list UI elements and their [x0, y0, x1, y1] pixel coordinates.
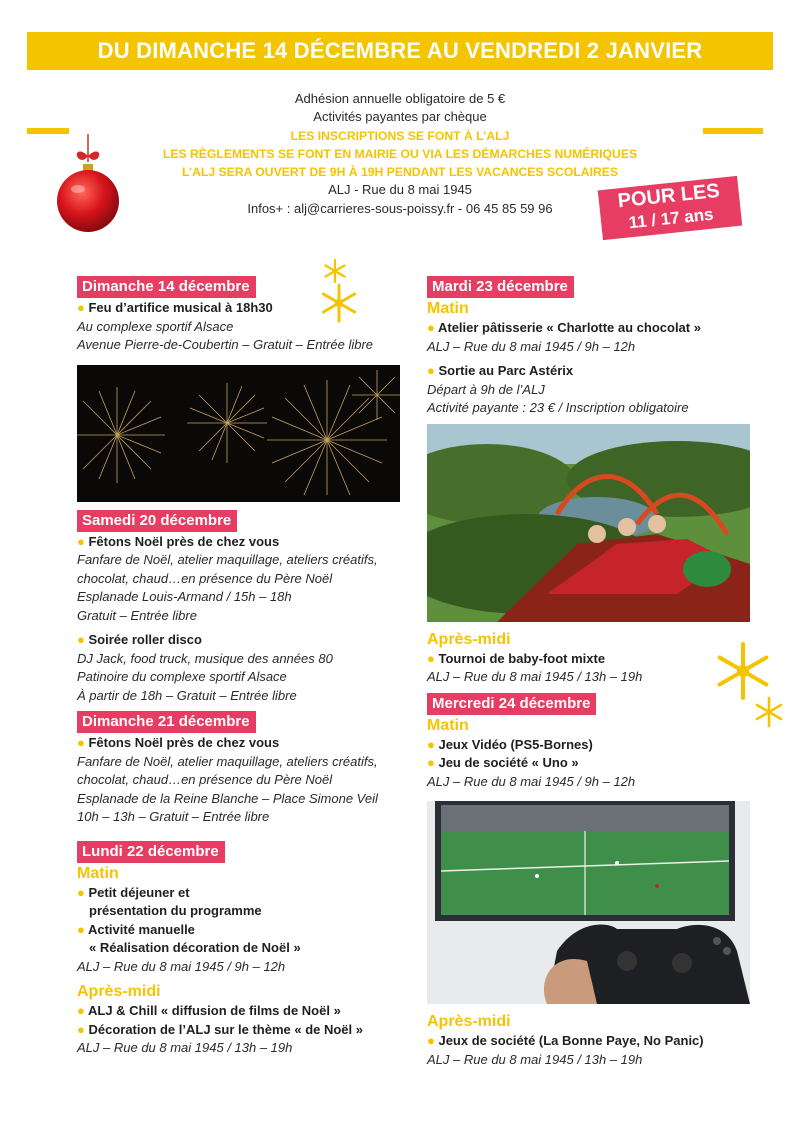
activity-title	[77, 921, 407, 940]
activity-detail: Gratuit – Entrée libre	[77, 607, 197, 623]
activity-detail: Patinoire du complexe sportif Alsace	[77, 669, 287, 684]
day-header: Mardi 23 décembre	[427, 276, 574, 298]
bullet-icon: ●	[77, 533, 89, 549]
age-badge-line2: 11 / 17 ans	[627, 204, 715, 233]
activity-detail: Au complexe sportif Alsace	[77, 318, 234, 334]
bullet-icon: ●	[427, 320, 438, 335]
activity-name-continued: présentation du programme	[89, 903, 262, 918]
intro-block	[120, 90, 680, 218]
activity-detail: 10h – 13h – Gratuit – Entrée libre	[77, 809, 270, 824]
activity-name: Feu d’artifice musical à 18h30	[88, 300, 273, 315]
activity-name: Activité manuelle	[87, 921, 195, 937]
activity-title	[77, 533, 407, 552]
activity-detail: chocolat, chaud…en présence du Père Noël	[77, 570, 333, 586]
age-badge-line1: POUR LES	[616, 179, 721, 213]
activity-name: ALJ & Chill « diffusion de films de Noël »	[87, 1003, 341, 1018]
activity-detail: ALJ – Rue du 8 mai 1945 / 9h – 12h	[77, 958, 286, 974]
activity-detail: Fanfare de Noël, atelier maquillage, ateliers créatifs,	[77, 753, 378, 769]
activity-detail: Avenue Pierre-de-Coubertin – Gratuit – Entrée libre	[77, 337, 374, 352]
activity-detail: Fanfare de Noël, atelier maquillage, ateliers créatifs,	[77, 552, 378, 567]
decor-dash-right	[703, 128, 763, 134]
activity-name-continued: « Réalisation décoration de Noël »	[89, 940, 301, 955]
segment-morning: Matin	[77, 864, 119, 882]
bullet-icon: ●	[77, 884, 89, 900]
activity-title	[77, 631, 407, 650]
activity-title	[427, 736, 757, 755]
activity-title	[77, 299, 407, 318]
snowflake-icon	[752, 695, 786, 729]
activity-name: Jeu de société « Uno »	[438, 755, 579, 770]
segment-afternoon: Après-midi	[427, 1013, 511, 1030]
day-header: Dimanche 21 décembre	[77, 711, 256, 733]
day-header: Samedi 20 décembre	[77, 510, 237, 532]
intro-registration: LES INSCRIPTIONS SE FONT À L’ALJ	[290, 128, 510, 143]
activity-title	[427, 1032, 757, 1051]
activity-name: Jeux Vidéo (PS5-Bornes)	[438, 736, 593, 752]
left-column	[77, 276, 407, 1058]
bullet-icon: ●	[77, 1003, 88, 1018]
activity-title	[427, 754, 757, 773]
activity-name: Fêtons Noël près de chez vous	[88, 735, 280, 750]
day-header: Lundi 22 décembre	[77, 841, 225, 863]
intro-payment: Activités payantes par chèque	[313, 109, 487, 125]
activity-detail: Esplanade de la Reine Blanche – Place Simone Veil	[77, 790, 378, 806]
intro-hours: L’ALJ SERA OUVERT DE 9H À 19H PENDANT LES VACANCES SCOLAIRES	[181, 165, 619, 180]
activity-title	[427, 362, 757, 381]
bullet-icon: ●	[77, 1021, 89, 1037]
segment-afternoon: Après-midi	[77, 983, 161, 1000]
activity-detail: ALJ – Rue du 8 mai 1945 / 9h – 12h	[427, 338, 636, 354]
activity-detail: ALJ – Rue du 8 mai 1945 / 13h – 19h	[427, 669, 643, 684]
activity-title	[77, 1021, 407, 1040]
activity-detail: DJ Jack, food truck, musique des années 80	[77, 650, 333, 666]
intro-membership: Adhésion annuelle obligatoire de 5 €	[294, 91, 506, 106]
activity-detail: Esplanade Louis-Armand / 15h – 18h	[77, 589, 292, 604]
bullet-icon: ●	[77, 735, 89, 750]
bullet-icon: ●	[77, 921, 88, 937]
activity-name: Décoration de l’ALJ sur le thème « de Noël »	[88, 1021, 363, 1037]
bullet-icon: ●	[77, 632, 89, 647]
right-column	[427, 276, 757, 1069]
activity-detail: Départ à 9h de l’ALJ	[427, 381, 545, 397]
day-header: Mercredi 24 décembre	[427, 693, 596, 715]
fireworks-photo	[77, 365, 400, 502]
christmas-ornament-icon	[52, 134, 124, 234]
activity-name: Tournoi de baby-foot mixte	[438, 650, 606, 666]
activity-detail: À partir de 18h – Gratuit – Entrée libre	[77, 687, 297, 703]
activity-name: Petit déjeuner et	[88, 884, 190, 900]
activity-detail: ALJ – Rue du 8 mai 1945 / 13h – 19h	[77, 1040, 293, 1055]
bullet-icon: ●	[77, 300, 89, 315]
activity-title	[427, 650, 757, 669]
activity-detail: ALJ – Rue du 8 mai 1945 / 13h – 19h	[427, 1051, 643, 1067]
activity-name: Sortie au Parc Astérix	[438, 363, 574, 378]
video-game-photo	[427, 801, 750, 1004]
bullet-icon: ●	[427, 650, 439, 666]
intro-address: ALJ - Rue du 8 mai 1945	[328, 182, 472, 198]
bullet-icon: ●	[427, 1033, 439, 1048]
activity-title	[77, 1002, 407, 1021]
intro-contact: Infos+ : alj@carrieres-sous-poissy.fr - 06 45 85 59 96	[247, 200, 553, 216]
segment-morning: Matin	[427, 716, 469, 734]
activity-name: Jeux de société (La Bonne Paye, No Panic)	[438, 1033, 704, 1048]
activity-detail: ALJ – Rue du 8 mai 1945 / 9h – 12h	[427, 773, 636, 789]
bullet-icon: ●	[427, 736, 439, 752]
activity-title	[77, 884, 407, 903]
activity-detail: Activité payante : 23 € / Inscription obligatoire	[427, 400, 689, 415]
activity-name: Fêtons Noël près de chez vous	[88, 533, 280, 549]
activity-name: Atelier pâtisserie « Charlotte au chocolat »	[437, 320, 701, 335]
bullet-icon: ●	[427, 755, 439, 770]
parc-asterix-photo	[427, 424, 750, 622]
activity-detail: chocolat, chaud…en présence du Père Noël	[77, 772, 333, 787]
segment-morning: Matin	[427, 300, 469, 317]
day-header: Dimanche 14 décembre	[77, 276, 256, 298]
activity-name: Soirée roller disco	[88, 632, 202, 647]
bullet-icon: ●	[427, 363, 439, 378]
intro-payments: LES RÈGLEMENTS SE FONT EN MAIRIE OU VIA LES DÉMARCHES NUMÉRIQUES	[162, 146, 638, 161]
activity-title	[427, 319, 757, 338]
segment-afternoon: Après-midi	[427, 630, 511, 648]
page-banner: DU DIMANCHE 14 DÉCEMBRE AU VENDREDI 2 JANVIER	[27, 32, 773, 70]
activity-title	[77, 734, 407, 753]
